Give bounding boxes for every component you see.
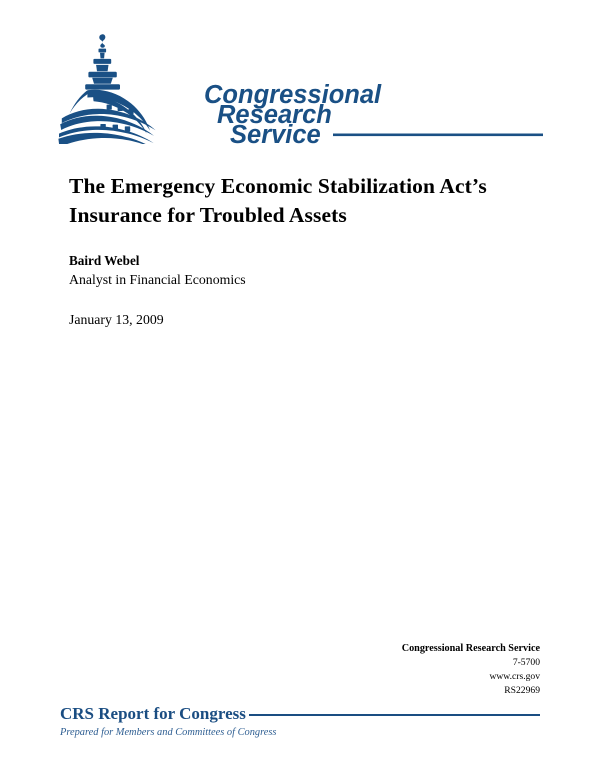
banner-title-row [60,703,540,723]
logo-line-research: Research [217,101,332,129]
contact-organization: Congressional Research Service [401,643,540,654]
title-block [69,172,539,230]
contact-website: www.crs.gov [489,671,540,682]
contact-block [240,641,540,698]
masthead-rule [333,134,543,137]
author-role: Analyst in Financial Economics [69,272,246,287]
banner-subtitle: Prepared for Members and Committees of Congress [60,727,277,738]
document-date: January 13, 2009 [69,312,164,327]
contact-report-number: RS22969 [504,685,540,696]
page-title: The Emergency Economic Stabilization Act’s Insurance for Troubled Assets [69,174,487,227]
logo-line-congressional: Congressional [204,81,382,109]
author-name: Baird Webel [69,253,140,268]
capitol-dome-icon [57,32,543,144]
banner-title: CRS Report for Congress [60,703,246,723]
crs-logo-masthead [57,32,543,144]
logo-line-service: Service [230,121,321,144]
contact-phone: 7-5700 [512,657,540,668]
author-block [69,252,469,289]
crs-report-banner [60,703,540,740]
banner-rule [249,714,540,717]
